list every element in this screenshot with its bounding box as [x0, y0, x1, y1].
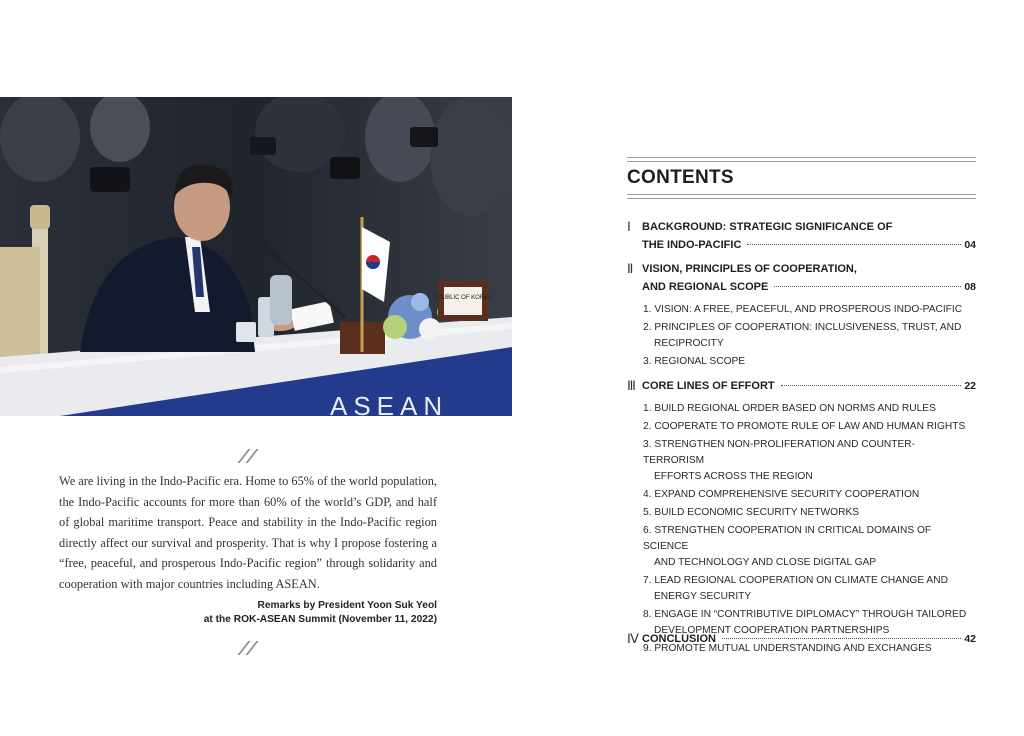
page-number: 04 [964, 239, 976, 251]
section-title: CONCLUSION [642, 633, 716, 645]
summit-photo [0, 97, 512, 416]
subsection-list [627, 401, 976, 657]
toc-subitem[interactable]: 4. EXPAND COMPREHENSIVE SECURITY COOPERATION [643, 489, 920, 500]
dot-leader [781, 385, 962, 386]
toc-subitem[interactable]: 6. STRENGTHEN COOPERATION IN CRITICAL DOMAINS OF SCIENCE AND TECHNOLOGY AND CLOSE DIGITAL GAP [643, 525, 932, 568]
toc-section-4[interactable] [627, 630, 976, 648]
toc-subitem[interactable]: 3. STRENGTHEN NON-PROLIFERATION AND COUNTER-TERRORISM EFFORTS ACROSS THE REGION [643, 439, 916, 482]
toc-section-2[interactable] [627, 260, 976, 372]
dot-leader [722, 638, 961, 639]
toc-subitem[interactable]: 5. BUILD ECONOMIC SECURITY NETWORKS [643, 507, 860, 518]
attribution-line-2: at the ROK-ASEAN Summit (November 11, 2022) [203, 614, 437, 625]
section-title-line2: THE INDO-PACIFIC [642, 239, 742, 251]
subsection-list [627, 302, 976, 370]
toc-subitem[interactable]: 3. REGIONAL SCOPE [643, 356, 746, 367]
quote-mark-top [237, 449, 259, 463]
toc-section-3[interactable] [627, 377, 976, 659]
section-numeral: Ⅳ [627, 631, 639, 646]
attribution [204, 599, 437, 627]
page-number: 42 [964, 633, 976, 645]
section-title-line2: AND REGIONAL SCOPE [642, 281, 769, 293]
toc-subitem[interactable]: 7. LEAD REGIONAL COOPERATION ON CLIMATE CHANGE AND ENERGY SECURITY [643, 575, 948, 602]
toc-subitem[interactable]: 2. COOPERATE TO PROMOTE RULE OF LAW AND HUMAN RIGHTS [643, 421, 966, 432]
title-rule [627, 194, 976, 199]
section-title-line1: BACKGROUND: STRATEGIC SIGNIFICANCE OF [642, 221, 893, 233]
dot-leader [747, 244, 961, 245]
attribution-line-1: Remarks by President Yoon Suk Yeol [257, 600, 437, 611]
toc-subitem[interactable]: 9. PROMOTE MUTUAL UNDERSTANDING AND EXCHANGES [643, 643, 932, 654]
backdrop-text: ASEAN [330, 391, 449, 416]
top-rule [627, 157, 976, 162]
toc-section-1[interactable] [627, 218, 976, 254]
page-number: 08 [964, 281, 976, 293]
contents-title: CONTENTS [627, 167, 734, 188]
nameplate-text: EPUBLIC OF KOREA [433, 295, 493, 301]
quote-text: We are living in the Indo-Pacific era. Home to 65% of the world population, the Indo-Pacific accounts for more than 60% of the world’s GDP, and half of global maritime transport. Peace and stability in the Indo-Pacific region directly affect our survival and prosperity. That is why I propose fostering a “free, peaceful, and prosperous Indo-Pacific region” through solidarity and cooperation with major countries including ASEAN. [59, 474, 437, 591]
section-numeral: Ⅲ [627, 378, 636, 393]
section-numeral: Ⅰ [627, 219, 631, 234]
section-numeral: Ⅱ [627, 261, 634, 276]
dot-leader [774, 286, 961, 287]
page-number: 22 [964, 380, 976, 392]
quote-mark-bottom [237, 641, 259, 655]
toc-subitem[interactable]: 1. VISION: A FREE, PEACEFUL, AND PROSPEROUS INDO-PACIFIC [643, 304, 963, 315]
section-title: CORE LINES OF EFFORT [642, 380, 775, 392]
toc-subitem[interactable]: 1. BUILD REGIONAL ORDER BASED ON NORMS AND RULES [643, 403, 936, 414]
toc-subitem[interactable]: 2. PRINCIPLES OF COOPERATION: INCLUSIVENESS, TRUST, AND RECIPROCITY [643, 322, 962, 349]
toc-subitem[interactable]: 8. ENGAGE IN “CONTRIBUTIVE DIPLOMACY” THROUGH TAILORED DEVELOPMENT COOPERATION PARTNERSHIPS [643, 609, 967, 636]
section-title-line1: VISION, PRINCIPLES OF COOPERATION, [642, 263, 857, 275]
